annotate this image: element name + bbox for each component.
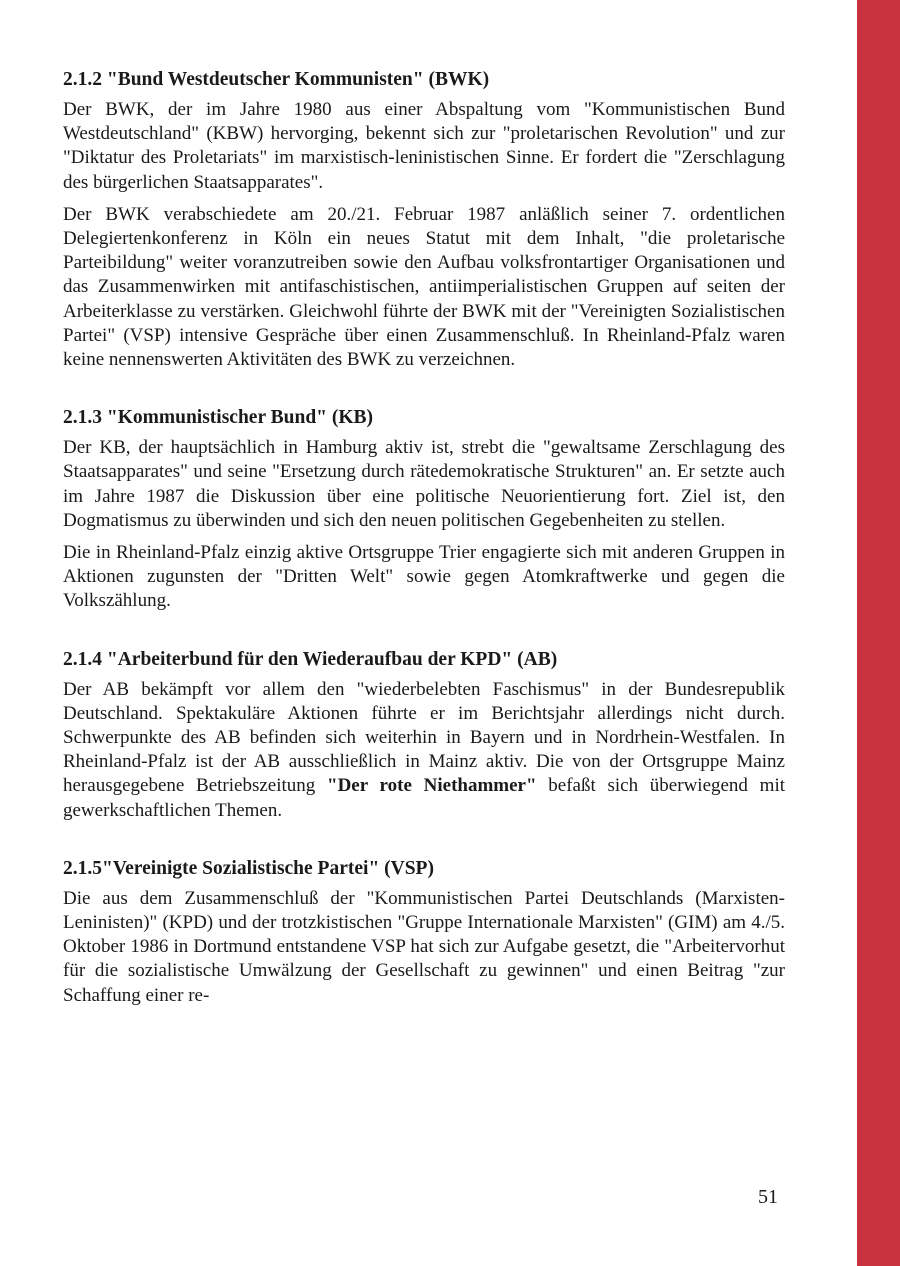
section-bwk [63,68,785,372]
section-kb [63,406,785,613]
paragraph: Die aus dem Zusammenschluß der "Kommunistischen Partei Deutschlands (Marxisten-Leninisten)" (KPD) und der trotzkistischen "Gruppe Internationale Marxisten" (GIM) am 4./5. Oktober 1986 in Dortmund entstandene VSP hat sich zur Aufgabe gesetzt, die "Arbeitervorhut für die sozialistische Umwälzung der Gesellschaft zu gewinnen" und einen Beitrag "zur Schaffung einer re- [63,887,785,1006]
paragraph: Der BWK, der im Jahre 1980 aus einer Abspaltung vom "Kommunistischen Bund Westdeutschland" (KBW) hervorging, bekennt sich zur "proletarischen Revolution" und zur "Diktatur des Proletariats" im marxistisch-leninistischen Sinne. Er fordert die "Zerschlagung des bürgerlichen Staatsapparates". [63,99,785,193]
section-heading-bwk: 2.1.2 "Bund Westdeutscher Kommunisten" (BWK) [63,69,490,90]
section-heading-vsp: 2.1.5"Vereinigte Sozialistische Partei" (VSP) [63,857,434,879]
section-ab [63,648,785,823]
section-vsp [63,857,785,1008]
paragraph: Der BWK verabschiedete am 20./21. Februar 1987 anläßlich seiner 7. ordentlichen Delegiertenkonferenz in Köln ein neues Statut mit dem Inhalt, "die proletarische Parteibildung" weiter voranzutreiben sowie den Aufbau volksfrontartiger Organisationen und das Zusammenwirken mit antifaschistischen, antiimperialistischen Gruppen auf seiten der Arbeiterklasse zu verstärken. Gleichwohl führte der BWK mit der "Vereinigten Sozialistischen Partei" (VSP) intensive Gespräche über einen Zusammenschluß. In Rheinland-Pfalz waren keine nennenswerten Aktivitäten des BWK zu verzeichnen. [63,203,785,371]
paragraph-text: befaßt sich überwiegend mit gewerkschaftlichen Themen. [63,775,785,821]
section-heading-kb: 2.1.3 "Kommunistischer Bund" (KB) [63,407,374,429]
paragraph: Der KB, der hauptsächlich in Hamburg aktiv ist, strebt die "gewaltsame Zerschlagung des Staatsapparates" und seine "Ersetzung durch rätedemokratische Strukturen" an. Er setzte auch im Jahre 1987 die Diskussion über eine politische Neuorientierung fort. Ziel ist, den Dogmatismus zu überwinden und sich den neuen politischen Gegebenheiten zu stellen. [63,437,785,531]
newspaper-title: "Der rote Niethammer" [327,775,537,797]
paragraph-text: Der AB bekämpft vor allem den "wiederbelebten Faschismus" in der Bundesrepublik Deutschland. Spektakuläre Aktionen führte er im Berichtsjahr allerdings nicht durch. Schwerpunkte des AB befinden sich weiterhin in Bayern und in Nordrhein-Westfalen. In Rheinland-Pfalz ist der AB ausschließlich in Mainz aktiv. Die von der Ortsgruppe Mainz herausgegebene Betriebszeitung [63,678,785,797]
document-page [63,68,785,1042]
section-heading-ab: 2.1.4 "Arbeiterbund für den Wiederaufbau der KPD" (AB) [63,648,558,670]
paragraph [63,678,785,823]
page-edge-red-bar [857,0,900,1266]
page-number: 51 [758,1186,778,1208]
paragraph: Die in Rheinland-Pfalz einzig aktive Ortsgruppe Trier engagierte sich mit anderen Gruppen in Aktionen zugunsten der "Dritten Welt" sowie gegen Atomkraftwerke und gegen die Volkszählung. [63,542,785,612]
